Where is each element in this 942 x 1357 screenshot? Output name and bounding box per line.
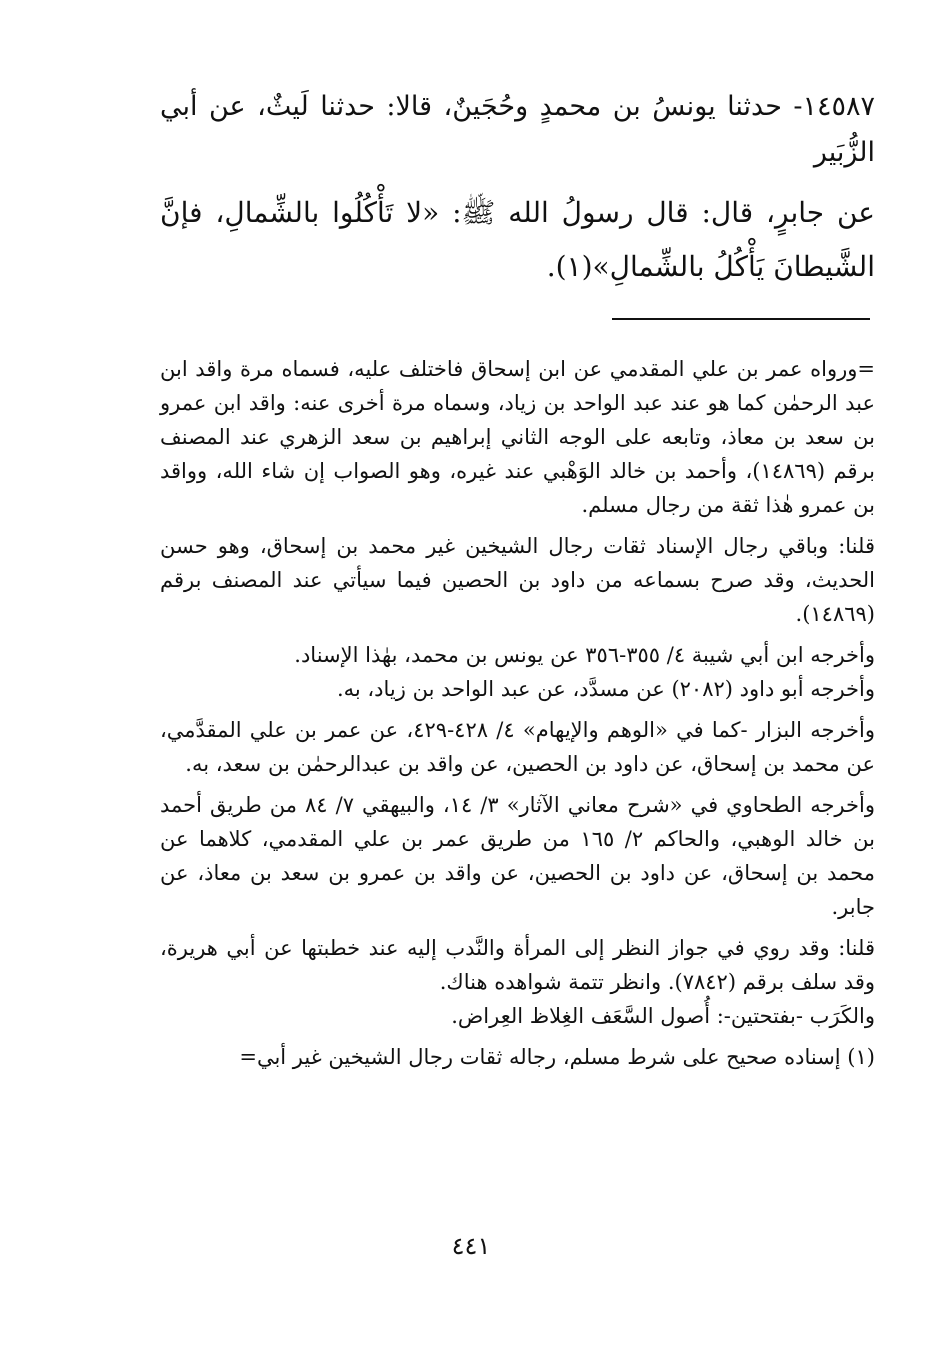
hadith-text bbox=[160, 84, 875, 294]
footnote-paragraph: وأخرجه أبو داود (٢٠٨٢) عن مسدَّد، عن عبد الواحد بن زياد، به. bbox=[336, 677, 875, 701]
hadith-isnad: ١٤٥٨٧- حدثنا يونسُ بن محمدٍ وحُجَينٌ، قالا: حدثنا لَيثٌ، عن أبي الزُّبَير bbox=[160, 91, 875, 168]
footnotes bbox=[160, 352, 875, 1074]
footnote-1: (١) إسناده صحيح على شرط مسلم، رجاله ثقات رجال الشيخين غير أبي= bbox=[239, 1045, 875, 1069]
footnote-paragraph: وأخرجه الطحاوي في «شرح معاني الآثار» ٣/ ١٤، والبيهقي ٧/ ٨٤ من طريق أحمد بن خالد الوهبي، والحاكم ٢/ ١٦٥ من طريق عمر بن علي المقدمي، كلاهما عن محمد بن إسحاق، عن داود بن الحصين، عن واقد بن عمرو بن سعد بن معاذ، عن جابر. bbox=[160, 793, 875, 919]
page-number: ٤٤١ bbox=[451, 1232, 491, 1260]
footnote-paragraph: =ورواه عمر بن علي المقدمي عن ابن إسحاق فاختلف عليه، فسماه مرة واقد ابن عبد الرحمٰن كما هو عند عبد الواحد بن زياد، وسماه مرة أخرى عنه: واقد ابن عمرو بن سعد بن معاذ، وتابعه على الوجه الثاني إبراهيم بن سعد الزهري عند المصنف برقم (١٤٨٦٩)، وأحمد بن خالد الوَهْبي عند غيره، وهو الصواب إن شاء الله، وواقد بن عمرو هٰذا ثقة من رجال مسلم. bbox=[160, 357, 875, 517]
footnote-paragraph: قلنا: وقد روي في جواز النظر إلى المرأة والنَّدب إليه عند خطبتها عن أبي هريرة، وقد سلف برقم (٧٨٤٢). وانظر تتمة شواهده هناك. bbox=[160, 936, 875, 994]
footnote-paragraph: والكَرَب -بفتحتين-: أُصول السَّعَف الغِلاظ العِراض. bbox=[451, 1004, 875, 1028]
footnote-separator bbox=[612, 318, 870, 320]
footnote-paragraph: وأخرجه البزار -كما في «الوهم والإيهام» ٤/ ٤٢٨-٤٢٩، عن عمر بن علي المقدَّمي، عن محمد بن إسحاق، عن داود بن الحصين، عن واقد بن عبدالرحمٰن بن سعد، به. bbox=[160, 718, 875, 776]
footnote-paragraph: وأخرجه ابن أبي شيبة ٤/ ٣٥٥-٣٥٦ عن يونس بن محمد، بهٰذا الإسناد. bbox=[294, 643, 875, 667]
hadith-matn: عن جابرٍ، قال: قال رسولُ الله ﷺ: «لا تَأْكُلُوا بالشِّمالِ، فإنَّ الشَّيطانَ يَأْكُلُ بالشِّمالِ»(١). bbox=[160, 196, 875, 283]
footnote-paragraph: قلنا: وباقي رجال الإسناد ثقات رجال الشيخين غير محمد بن إسحاق، وهو حسن الحديث، وقد صرح بسماعه من داود بن الحصين فيما سيأتي عند المصنف برقم (١٤٨٦٩). bbox=[160, 534, 875, 626]
